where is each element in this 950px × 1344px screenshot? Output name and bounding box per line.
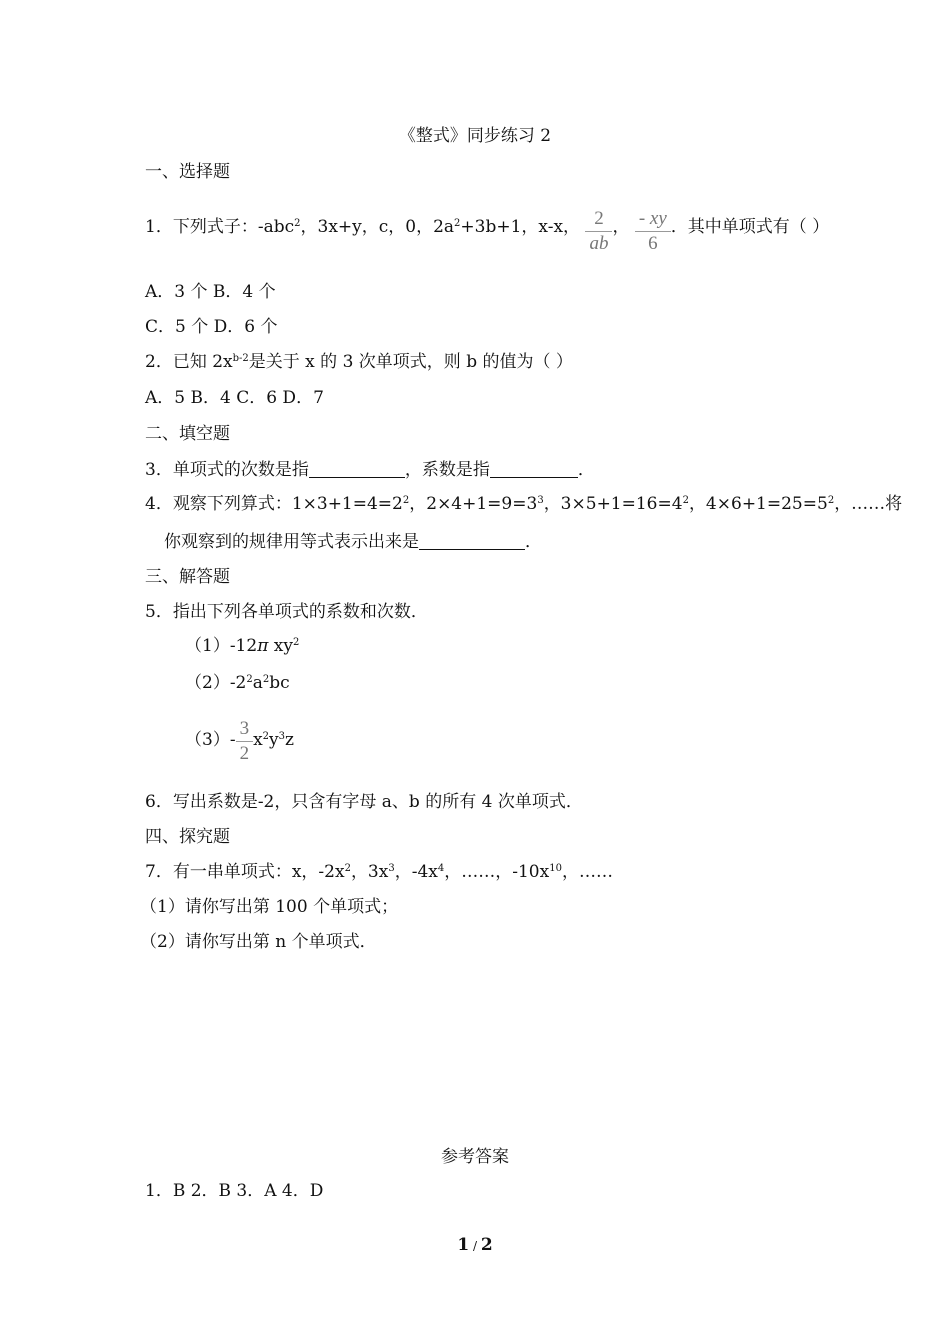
q1-label: 1．下列式子： [145,217,258,237]
q4-text: 4．观察下列算式：1×3+1=4=2 [145,494,403,514]
q7-text: ，3x [350,862,389,882]
section-explore: 四、探究题 [145,827,230,847]
q7-sup: 2 [344,863,351,874]
q5-text: （1）-12 [185,636,258,656]
q7-text: 7．有一串单项式：x，-2x [145,862,345,882]
q4-text: ，……将 [834,494,903,514]
q4-text: ，3×5+1=16=4 [543,494,683,514]
q1-options-line-1: A．3 个 B．4 个 [145,282,276,302]
question-2 [145,354,573,371]
page-number [0,1237,950,1254]
q1-term: -abc [257,217,295,237]
q4-sup: 2 [827,495,835,506]
q3-text: ，系数是指 [404,460,490,480]
section-fill: 二、填空题 [145,424,230,444]
q5-item-1 [185,638,299,655]
q1-term: +3b+1，x-x， [460,217,581,237]
answer-blank [419,533,525,550]
q1-separator: ， [612,217,630,237]
page-separator: / [469,1239,481,1253]
q5-sup: 2 [293,637,300,648]
fraction-denominator: 6 [648,233,658,254]
pi-symbol: π [257,636,269,656]
q7-sup: 4 [437,863,445,874]
q5-text: x [253,730,263,750]
q7-text: ，……，-10x [444,862,550,882]
q7-part-1: （1）请你写出第 100 个单项式； [140,897,399,917]
q2-text: 2．已知 2x [145,352,233,372]
q7-sup: 10 [549,863,562,874]
q7-text: ，-4x [394,862,438,882]
q3-text: ． [577,460,595,480]
q5-text: a [252,673,263,693]
q4-sup: 3 [537,495,544,506]
q5-text: bc [269,673,290,693]
q4-text: ． [525,532,542,552]
q4-sup: 2 [682,495,689,506]
fraction-2-over-ab [585,207,612,256]
q5-sup: 2 [246,674,253,685]
q1-term: ，3x+y，c，0，2a [300,217,455,237]
q5-text: （2）-2 [185,673,247,693]
q4-text: ，4×6+1=25=5 [688,494,828,514]
fraction-numerator: 3 [236,717,254,742]
total-pages: 2 [480,1235,493,1255]
question-4-line-2 [164,533,542,551]
fraction-denominator: 2 [239,743,250,764]
question-3 [145,461,595,479]
q4-text: 你观察到的规律用等式表示出来是 [164,532,419,552]
q2-text: 是关于 x 的 3 次单项式，则 b 的值为（ ） [248,352,573,372]
question-1 [145,203,829,252]
q5-text: （3）- [185,730,236,750]
q5-item-2 [185,675,290,692]
q5-text: xy [268,636,293,656]
q1-sup: 2 [454,218,461,229]
q4-sup: 2 [402,495,410,506]
fraction-denominator: ab [589,233,609,254]
document-title: 《整式》同步练习 2 [398,126,552,146]
q5-sup: 2 [262,674,270,685]
q1-options-line-2: C．5 个 D．6 个 [145,317,278,337]
q4-text: ，2×4+1=9=3 [409,494,538,514]
fraction-numerator: 2 [585,207,612,232]
q5-text: y [269,730,279,750]
current-page: 1 [457,1235,470,1255]
fraction-xy-over-6 [635,207,671,256]
answer-key: 1．B 2．B 3．A 4．D [145,1181,324,1201]
question-4 [145,496,902,513]
q7-sup: 3 [388,863,395,874]
q5-sup: 2 [262,731,270,742]
q5-sup: 3 [278,731,286,742]
q2-sup: b-2 [232,353,249,364]
q5-text: z [285,730,294,750]
fraction-numerator: - xy [635,207,671,232]
q1-tail: ．其中单项式有（ ） [670,217,830,237]
q1-sup: 2 [294,218,301,229]
q7-part-2: （2）请你写出第 n 个单项式． [140,932,377,952]
q7-text: ，…… [561,862,613,882]
q3-text: 3．单项式的次数是指 [145,460,309,480]
question-5: 5．指出下列各单项式的系数和次数． [145,602,428,622]
q2-options: A．5 B．4 C．6 D．7 [145,388,324,408]
q5-item-3 [185,716,294,765]
question-7 [145,864,613,881]
answer-blank [490,461,578,478]
question-6: 6．写出系数是-2，只含有字母 a、b 的所有 4 次单项式． [145,792,583,812]
section-solve: 三、解答题 [145,567,230,587]
fraction-3-over-2 [236,717,254,766]
answer-blank [309,461,405,478]
answer-title: 参考答案 [441,1147,509,1167]
section-choice: 一、选择题 [145,162,230,182]
